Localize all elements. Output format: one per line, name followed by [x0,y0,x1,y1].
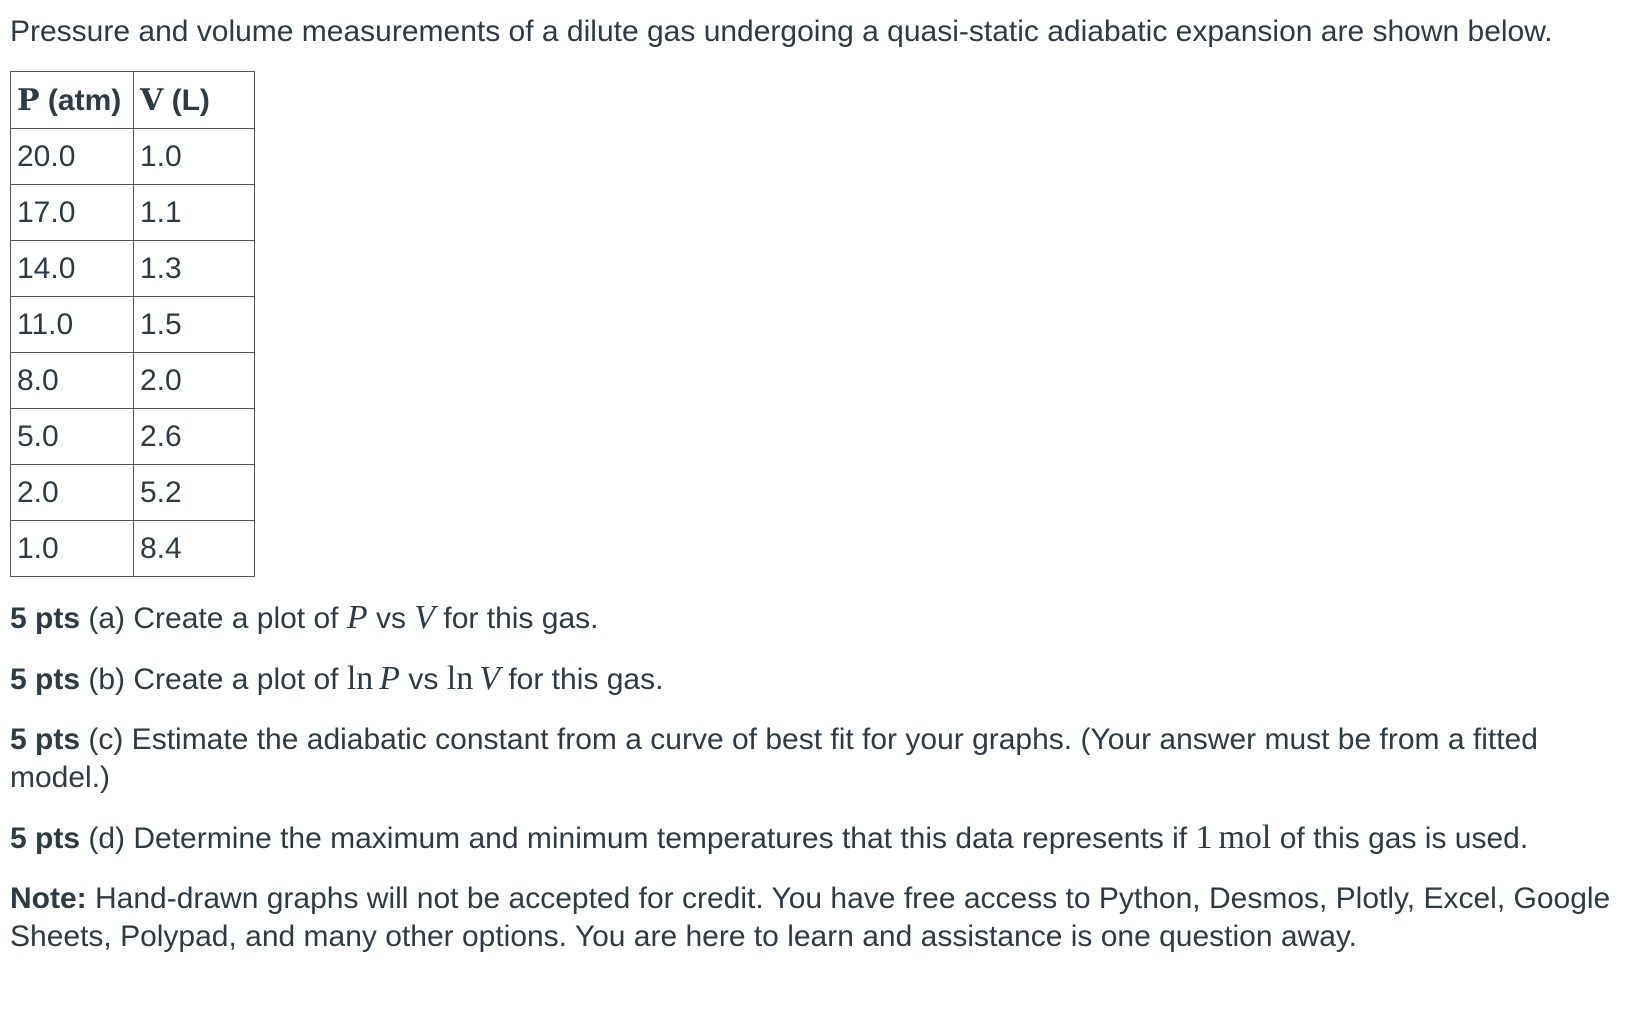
cell-volume: 8.4 [134,521,255,577]
question-d [10,819,1640,858]
question-a-mid: vs [367,602,415,635]
question-b-ln-2: ln [446,660,474,697]
cell-volume: 1.5 [134,297,255,353]
question-c-text: (c) Estimate the adiabatic constant from a curve of best fit for your graphs. (Your answer must be from a fitted model.) [10,723,1538,794]
cell-pressure: 14.0 [11,241,134,297]
question-a-text-pre: (a) Create a plot of [80,602,347,635]
cell-volume: 1.0 [134,129,255,185]
question-b-var-p: P [379,660,401,697]
problem-intro: Pressure and volume measurements of a dilute gas undergoing a quasi-static adiabatic expansion are shown below. [10,15,1553,48]
note-text: Hand-drawn graphs will not be accepted for credit. You have free access to Python, Desmos, Plotly, Excel, Google Sheets, Polypad, and many other options. You are here to learn and assistance is one question away. [10,882,1611,953]
question-c-points: 5 pts [10,723,81,756]
question-d-unit: mol [1218,819,1272,856]
table-row [11,241,255,297]
table-row [11,185,255,241]
header-pressure-symbol: P [17,82,40,118]
question-b-mid: vs [400,663,447,696]
table-row [11,409,255,465]
question-d-quantity: 1 [1195,819,1213,856]
header-volume [134,72,255,129]
question-b-text-post: for this gas. [500,663,664,696]
cell-volume: 5.2 [134,465,255,521]
question-d-text-pre: (d) Determine the maximum and minimum temperatures that this data represents if [80,822,1196,855]
question-c [10,721,1640,797]
question-d-text-post: of this gas is used. [1271,822,1529,855]
header-pressure [11,72,134,129]
cell-pressure: 1.0 [11,521,134,577]
problem-content [10,0,1640,956]
cell-volume: 2.0 [134,353,255,409]
cell-volume: 1.1 [134,185,255,241]
question-a-text-post: for this gas. [435,602,599,635]
table-header-row [11,72,255,129]
question-a-var-p: P [346,599,368,636]
table-row [11,353,255,409]
question-b [10,660,1640,699]
cell-volume: 2.6 [134,409,255,465]
question-b-points: 5 pts [10,663,81,696]
cell-pressure: 5.0 [11,409,134,465]
table-row [11,129,255,185]
question-a-var-v: V [414,599,436,636]
question-b-text-pre: (b) Create a plot of [80,663,347,696]
header-volume-unit: (L) [163,83,210,117]
note-label: Note: [10,882,87,915]
cell-pressure: 2.0 [11,465,134,521]
question-a [10,599,1640,638]
table-row [11,465,255,521]
cell-pressure: 20.0 [11,129,134,185]
table-row [11,297,255,353]
note-paragraph [10,880,1640,956]
cell-pressure: 11.0 [11,297,134,353]
cell-volume: 1.3 [134,241,255,297]
header-pressure-unit: (atm) [39,83,122,117]
question-d-points: 5 pts [10,822,81,855]
pressure-volume-table [10,71,255,577]
cell-pressure: 17.0 [11,185,134,241]
table-row [11,521,255,577]
question-b-var-v: V [479,660,500,697]
header-volume-symbol: V [140,82,164,118]
question-b-ln-1: ln [346,660,374,697]
cell-pressure: 8.0 [11,353,134,409]
question-a-points: 5 pts [10,602,81,635]
